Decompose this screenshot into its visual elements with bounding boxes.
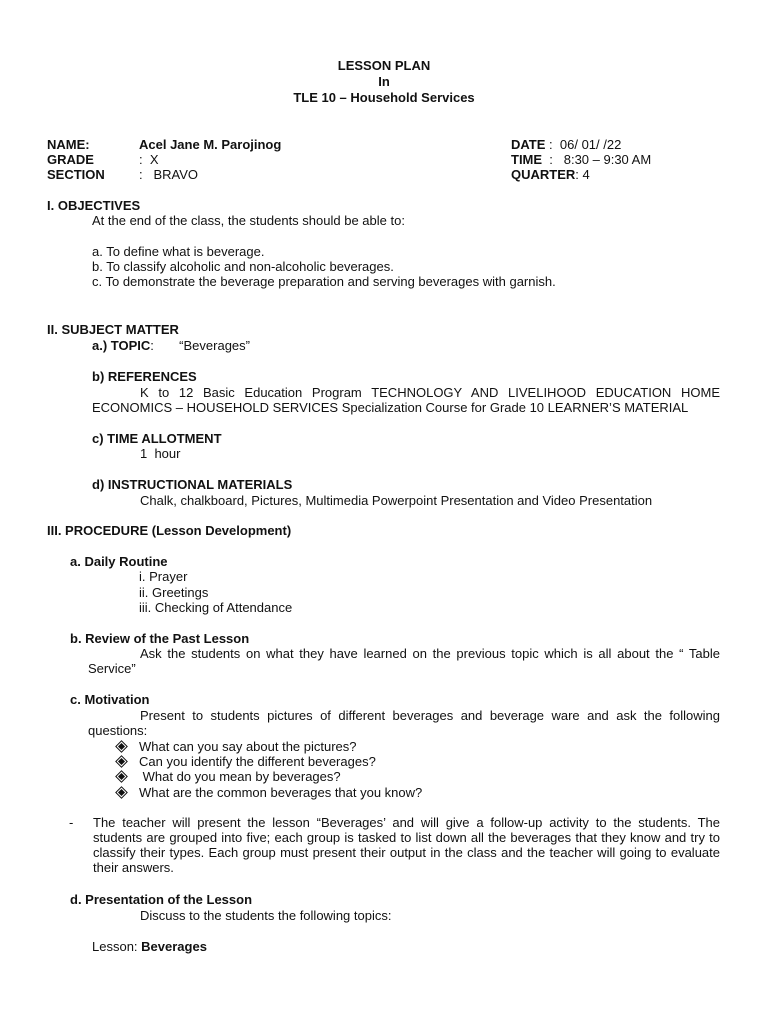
objectives-heading: I. OBJECTIVES (47, 198, 141, 213)
presentation-label: d. Presentation of the Lesson (70, 892, 253, 907)
lesson-value: Beverages (141, 939, 207, 954)
question-item: What do you mean by beverages? (139, 769, 341, 784)
title-line-3: TLE 10 – Household Services (293, 90, 475, 105)
time-allotment-value: 1 hour (140, 446, 181, 461)
date-row (511, 137, 621, 153)
time-value: : 8:30 – 9:30 AM (542, 152, 652, 167)
objective-item: c. To demonstrate the beverage preparation and serving beverages with garnish. (92, 274, 556, 289)
motivation-text: Present to students pictures of different beverages and beverage ware and ask the following questions: (88, 708, 720, 738)
daily-routine-label: a. Daily Routine (70, 554, 168, 569)
lesson-row (92, 939, 207, 955)
routine-item: ii. Greetings (139, 585, 209, 600)
diamond-bullet-icon (117, 754, 131, 769)
topic-row (92, 338, 250, 354)
activity-text: The teacher will present the lesson “Beverages’ and will give a follow-up activity to the students. The students are grouped into five; each group is tasked to list down all the beverages that they know and try to classify their types. Each group must present their output in the class and the teacher will going to evaluate their answers. (93, 815, 720, 875)
date-label: DATE (511, 137, 546, 152)
quarter-row (511, 167, 590, 183)
quarter-value: : 4 (575, 167, 590, 182)
dash-marker: - (69, 815, 74, 830)
date-value: : 06/ 01/ /22 (545, 137, 622, 152)
review-label: b. Review of the Past Lesson (70, 631, 250, 646)
question-item: What are the common beverages that you know? (139, 785, 423, 800)
topic-value: : “Beverages” (150, 338, 250, 353)
routine-item: i. Prayer (139, 569, 188, 584)
materials-value: Chalk, chalkboard, Pictures, Multimedia Powerpoint Presentation and Video Presentation (140, 493, 653, 508)
diamond-bullet-icon (117, 785, 131, 800)
objective-item: b. To classify alcoholic and non-alcoholic beverages. (92, 259, 394, 274)
grade-label: GRADE (47, 152, 94, 167)
question-item: What can you say about the pictures? (139, 739, 357, 754)
references-text: K to 12 Basic Education Program TECHNOLOGY AND LIVELIHOOD EDUCATION HOME ECONOMICS – HOUSEHOLD SERVICES Specialization Course for Grade 10 LEARNER’S MATERIAL (92, 385, 720, 415)
section-value: : BRAVO (139, 167, 198, 182)
objectives-intro: At the end of the class, the students should be able to: (92, 213, 405, 228)
time-label: TIME (511, 152, 543, 167)
question-item: Can you identify the different beverages? (139, 754, 376, 769)
grade-value: : X (139, 152, 159, 167)
time-allotment-label: c) TIME ALLOTMENT (92, 431, 222, 446)
review-text: Ask the students on what they have learned on the previous topic which is all about the “ Table Service” (88, 646, 720, 676)
materials-label: d) INSTRUCTIONAL MATERIALS (92, 477, 293, 492)
time-row (511, 152, 651, 168)
procedure-heading: III. PROCEDURE (Lesson Development) (47, 523, 292, 538)
quarter-label: QUARTER (511, 167, 576, 182)
name-value: Acel Jane M. Parojinog (139, 137, 282, 152)
references-label: b) REFERENCES (92, 369, 197, 384)
lesson-label: Lesson: (92, 939, 142, 954)
motivation-label: c. Motivation (70, 692, 150, 707)
name-label: NAME: (47, 137, 90, 152)
objective-item: a. To define what is beverage. (92, 244, 265, 259)
subject-matter-heading: II. SUBJECT MATTER (47, 322, 179, 337)
title-line-1: LESSON PLAN (337, 58, 431, 73)
routine-item: iii. Checking of Attendance (139, 600, 293, 615)
topic-label: a.) TOPIC (92, 338, 151, 353)
title-line-2: In (378, 74, 390, 89)
section-label: SECTION (47, 167, 105, 182)
diamond-bullet-icon (117, 769, 131, 784)
presentation-text: Discuss to the students the following topics: (140, 908, 392, 923)
diamond-bullet-icon (117, 739, 131, 754)
